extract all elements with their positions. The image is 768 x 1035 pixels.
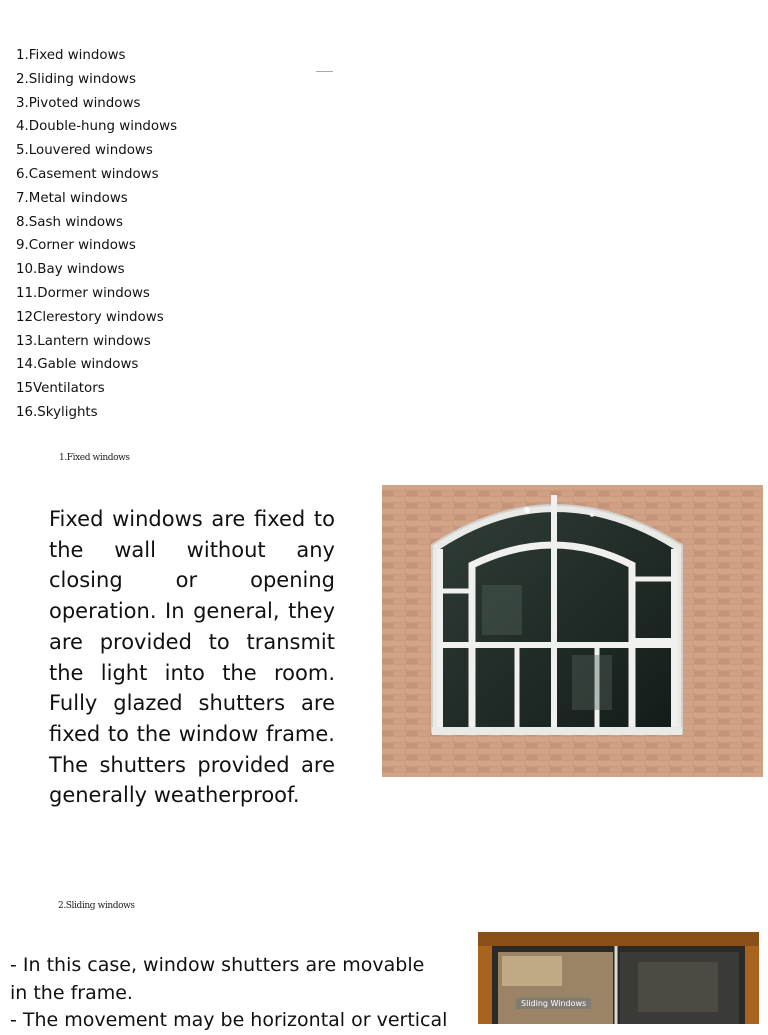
window-type-item: 9.Corner windows: [16, 238, 136, 254]
fixed-window-photo: [382, 485, 763, 777]
window-type-item: 11.Dormer windows: [16, 285, 150, 301]
section2-line-3: - The movement may be horizontal or vertical: [10, 1009, 448, 1031]
sliding-window-caption: Sliding Windows: [516, 998, 591, 1009]
tiny-mark: [316, 71, 333, 72]
section1-heading: 1.Fixed windows: [59, 453, 130, 463]
window-type-item: 7.Metal windows: [16, 190, 128, 206]
window-types-list: [16, 44, 177, 425]
window-type-item: 8.Sash windows: [16, 214, 123, 230]
window-type-item: 16.Skylights: [16, 404, 98, 420]
window-type-item: 1.Fixed windows: [16, 48, 126, 63]
section1-paragraph: Fixed windows are fixed to the wall without any closing or opening operation. In general, they are provided to transmit the light into the room. Fully glazed shutters are fixed to the window frame. The shutters provided are generally weatherproof.: [49, 507, 335, 808]
window-type-item: 10.Bay windows: [16, 262, 125, 278]
window-type-item: 6.Casement windows: [16, 166, 159, 182]
window-type-item: 4.Double-hung windows: [16, 119, 178, 135]
window-type-item: 15Ventilators: [16, 381, 105, 397]
section2-heading: 2.Sliding windows: [58, 901, 135, 911]
window-type-item: 13.Lantern windows: [16, 333, 151, 349]
window-type-item: 2.Sliding windows: [16, 71, 136, 87]
window-type-item: 12Clerestory windows: [16, 309, 164, 325]
section2-paragraph: [10, 952, 460, 1035]
window-type-item: 14.Gable windows: [16, 357, 139, 373]
window-type-item: 3.Pivoted windows: [16, 95, 141, 111]
section2-line-1: - In this case, window shutters are movable: [10, 954, 425, 976]
sliding-window-photo: [478, 932, 759, 1024]
window-type-item: 5.Louvered windows: [16, 143, 153, 159]
section2-line-2: in the frame.: [10, 981, 133, 1004]
